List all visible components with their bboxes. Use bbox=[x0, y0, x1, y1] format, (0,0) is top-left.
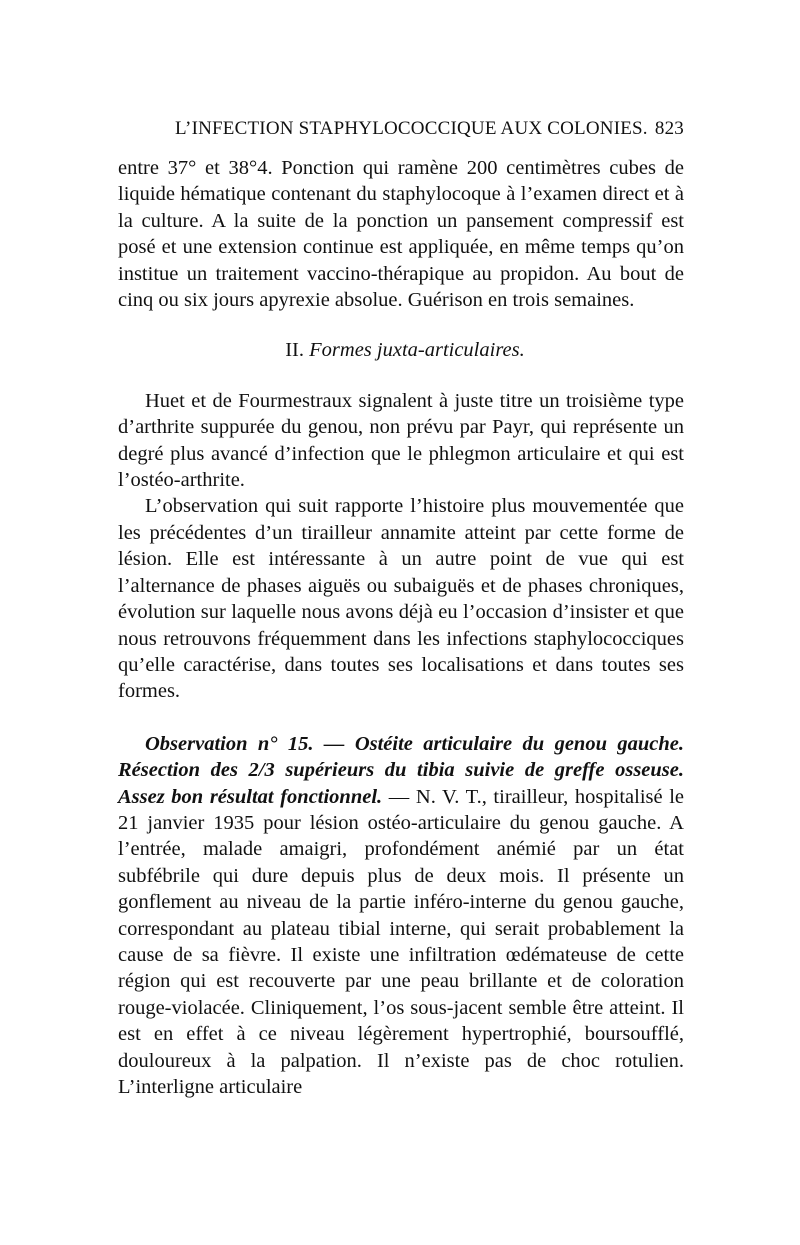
page-number: 823 bbox=[654, 118, 684, 139]
section-title: Formes juxta-articulaires. bbox=[309, 339, 525, 362]
paragraph: Huet et de Fourmestraux signalent à juste titre un troisième type d’arthrite suppurée du genou, non prévu par Payr, qui représente un degré plus avancé d’infection que le phlegmon articulaire et qui est l’ostéo-arthrite. bbox=[118, 389, 684, 492]
running-title: L’INFECTION STAPHYLOCOCCIQUE AUX COLONIES. bbox=[175, 118, 648, 139]
running-header bbox=[118, 118, 684, 144]
paragraph-continuation: entre 37° et 38°4. Ponction qui ramène 200 centimètres cubes de liquide hématique contenant du staphylocoque à l’examen direct et à la culture. A la suite de la ponction un pansement compressif est posé et une extension continue est appliquée, en même temps qu’on institue un traitement vaccino-thérapique au propidon. Au bout de cinq ou six jours apyrexie absolue. Guérison en trois semaines. bbox=[118, 157, 684, 312]
section-heading bbox=[118, 337, 684, 363]
body-text bbox=[118, 155, 684, 1100]
observation-heading: Observation n° 15. — Ostéite articulaire du genou gauche. Résection des 2/3 supérieurs du tibia suivie de greffe osseuse. Assez bon résultat fonctionnel. bbox=[118, 732, 684, 808]
observation-text: — N. V. T., tirailleur, hospitalisé le 21 janvier 1935 pour lésion ostéo-articulaire du genou gauche. A l’entrée, malade amaigri, profondément anémié par un état subfébrile qui dure depuis plus de deux mois. Il présente un gonflement au niveau de la partie inféro-interne du genou gauche, correspondant au plateau tibial interne, qui serait probablement la cause de sa fièvre. Il existe une infiltration œdémateuse de cette région qui est recouverte par une peau brillante et de coloration rouge-violacée. Cliniquement, l’os sous-jacent semble être atteint. Il est en effet à ce niveau légèrement hypertrophié, boursoufflé, douloureux à la palpation. Il n’existe pas de choc rotulien. L’interligne articulaire bbox=[118, 785, 685, 1098]
observation-paragraph bbox=[118, 731, 684, 1101]
section-number: II. bbox=[285, 339, 305, 362]
paragraph: L’observation qui suit rapporte l’histoire plus mouvementée que les précédentes d’un tirailleur annamite atteint par cette forme de lésion. Elle est intéressante à un autre point de vue qui est l’alternance de phases aiguës ou subaiguës et de phases chroniques, évolution sur laquelle nous avons déjà eu l’occasion d’insister et que nous retrouvons fréquemment dans les infections staphylococciques qu’elle caractérise, dans toutes ses localisations et dans toutes ses formes. bbox=[118, 495, 684, 703]
